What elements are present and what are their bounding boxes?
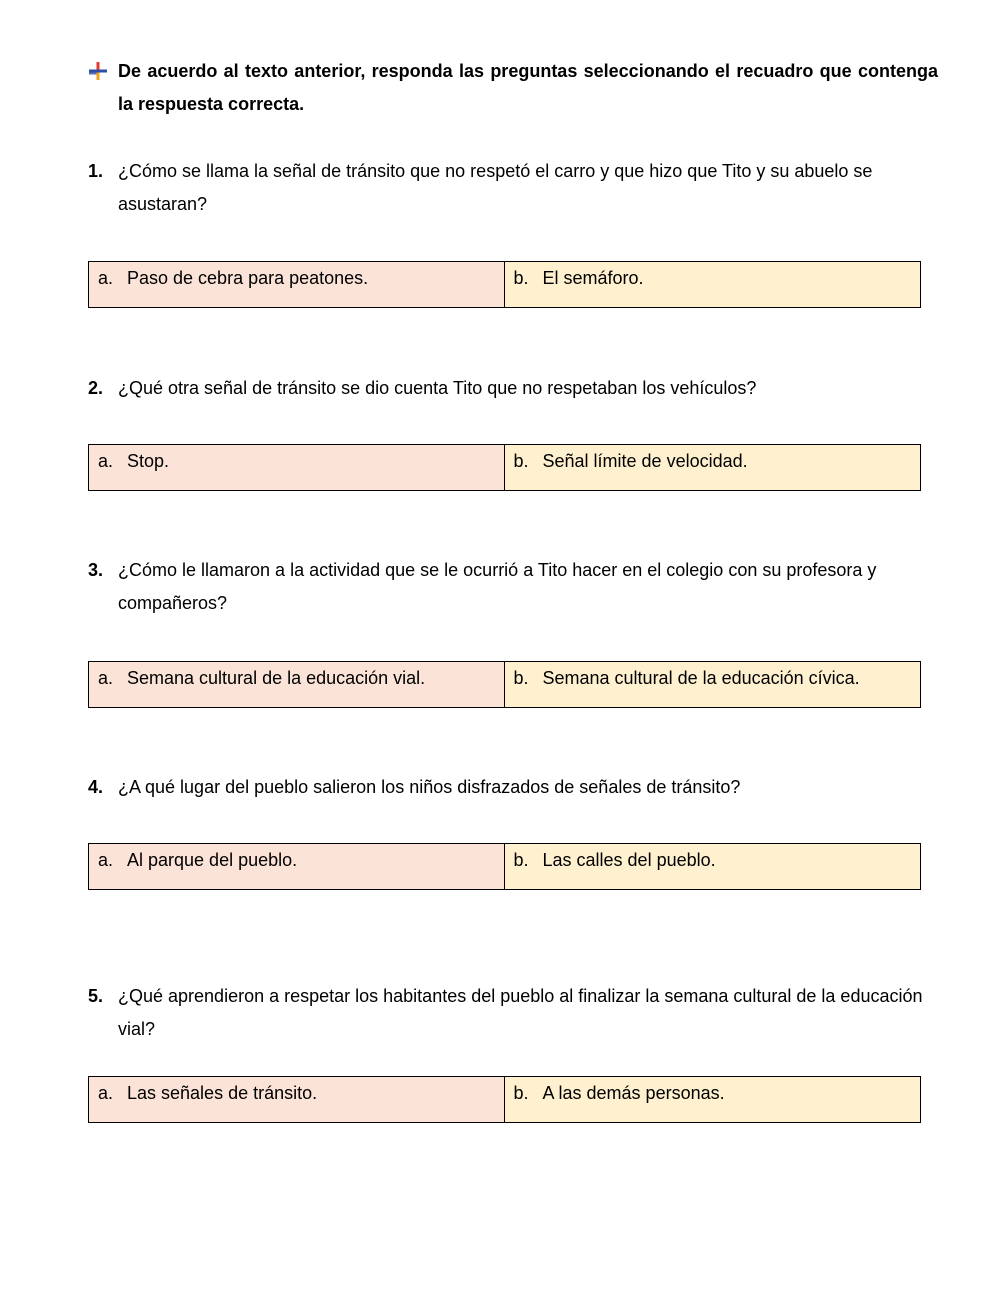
option-text: Las señales de tránsito. [127, 1083, 318, 1103]
question-text: ¿A qué lugar del pueblo salieron los niños disfrazados de señales de tránsito? [118, 777, 741, 797]
question-3-option-b[interactable] [505, 662, 921, 707]
question-text: ¿Qué aprendieron a respetar los habitantes del pueblo al finalizar la semana cultural de la educación vial? [118, 986, 923, 1039]
question-1 [88, 155, 940, 221]
instruction [88, 55, 938, 121]
option-text: El semáforo. [542, 268, 644, 288]
option-letter: b. [513, 668, 529, 688]
question-3 [88, 554, 940, 620]
option-text: Paso de cebra para peatones. [127, 268, 369, 288]
question-5 [88, 980, 940, 1046]
option-letter: a. [98, 850, 114, 870]
option-letter: b. [513, 268, 529, 288]
add-cross-icon [88, 61, 108, 81]
answer-row-2 [88, 444, 921, 491]
instruction-text: De acuerdo al texto anterior, responda las preguntas seleccionando el recuadro que contenga la respuesta correcta. [118, 61, 938, 114]
question-4-option-b[interactable] [505, 844, 921, 889]
option-text: Señal límite de velocidad. [542, 451, 748, 471]
option-letter: b. [513, 451, 529, 471]
answer-row-1 [88, 261, 921, 308]
question-number: 4. [88, 777, 104, 797]
answer-row-3 [88, 661, 921, 708]
option-letter: b. [513, 1083, 529, 1103]
question-1-option-b[interactable] [505, 262, 921, 307]
answer-row-4 [88, 843, 921, 890]
question-4-option-a[interactable] [89, 844, 505, 889]
question-5-option-b[interactable] [505, 1077, 921, 1122]
question-text: ¿Cómo se llama la señal de tránsito que no respetó el carro y que hizo que Tito y su abuelo se asustaran? [118, 161, 873, 214]
question-number: 5. [88, 986, 104, 1006]
option-text: Stop. [127, 451, 170, 471]
question-text: ¿Cómo le llamaron a la actividad que se le ocurrió a Tito hacer en el colegio con su profesora y compañeros? [118, 560, 877, 613]
question-2-option-a[interactable] [89, 445, 505, 490]
option-letter: a. [98, 668, 114, 688]
option-letter: a. [98, 268, 114, 288]
option-text: Semana cultural de la educación vial. [127, 668, 426, 688]
question-3-option-a[interactable] [89, 662, 505, 707]
option-letter: b. [513, 850, 529, 870]
question-5-option-a[interactable] [89, 1077, 505, 1122]
option-text: A las demás personas. [542, 1083, 725, 1103]
option-text: Semana cultural de la educación cívica. [542, 668, 860, 688]
question-2 [88, 372, 940, 405]
answer-row-5 [88, 1076, 921, 1123]
option-letter: a. [98, 451, 114, 471]
question-1-option-a[interactable] [89, 262, 505, 307]
question-text: ¿Qué otra señal de tránsito se dio cuenta Tito que no respetaban los vehículos? [118, 378, 757, 398]
question-4 [88, 771, 940, 804]
question-number: 2. [88, 378, 104, 398]
question-number: 3. [88, 560, 104, 580]
question-number: 1. [88, 161, 104, 181]
question-2-option-b[interactable] [505, 445, 921, 490]
option-text: Al parque del pueblo. [127, 850, 298, 870]
option-text: Las calles del pueblo. [542, 850, 716, 870]
option-letter: a. [98, 1083, 114, 1103]
